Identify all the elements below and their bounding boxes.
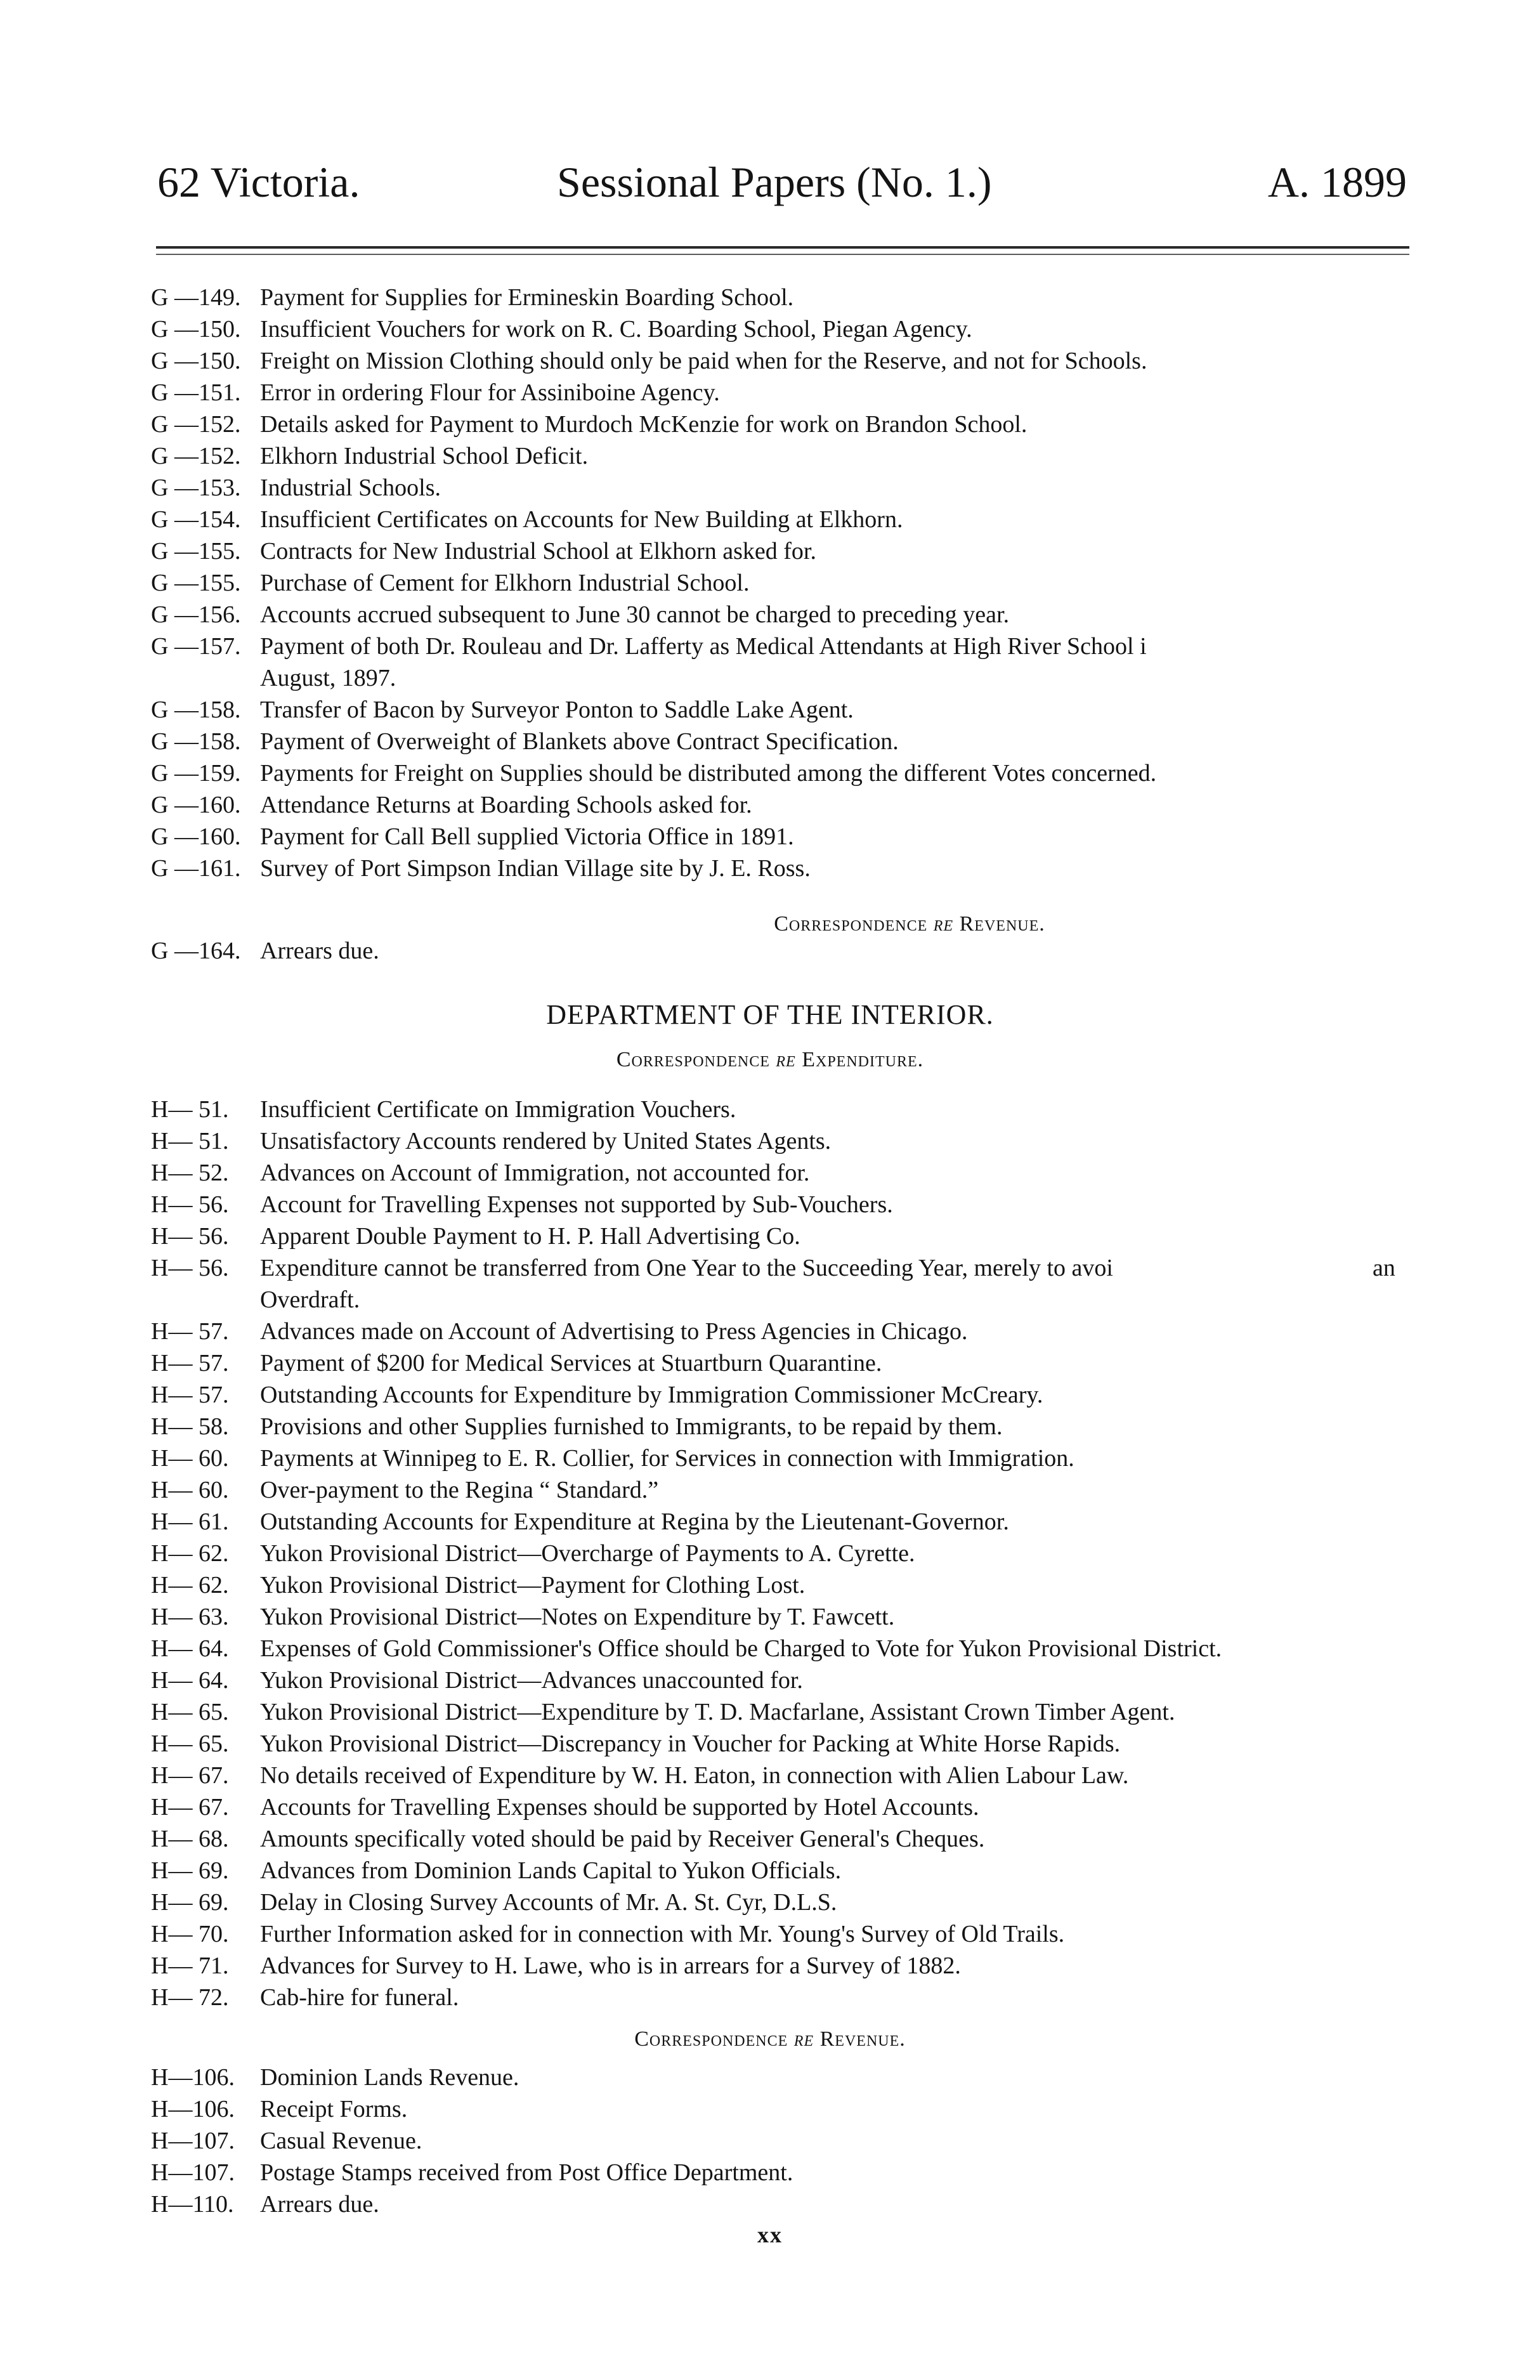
header-rule-thin xyxy=(156,254,1409,255)
header-title: Sessional Papers (No. 1.) xyxy=(557,158,992,206)
header-rule xyxy=(156,246,1409,249)
section-heading-revenue: Correspondence re Revenue. xyxy=(774,912,1045,936)
header-year: A. 1899 xyxy=(1267,158,1407,206)
header-volume: 62 Victoria. xyxy=(157,158,360,206)
section-heading-revenue-h: Correspondence re Revenue. xyxy=(634,2027,906,2051)
section-heading-expenditure: Correspondence re Expenditure. xyxy=(616,1048,924,1071)
department-title: DEPARTMENT OF THE INTERIOR. xyxy=(546,999,994,1030)
page-number: xx xyxy=(757,2222,783,2247)
page-header xyxy=(157,157,1407,214)
